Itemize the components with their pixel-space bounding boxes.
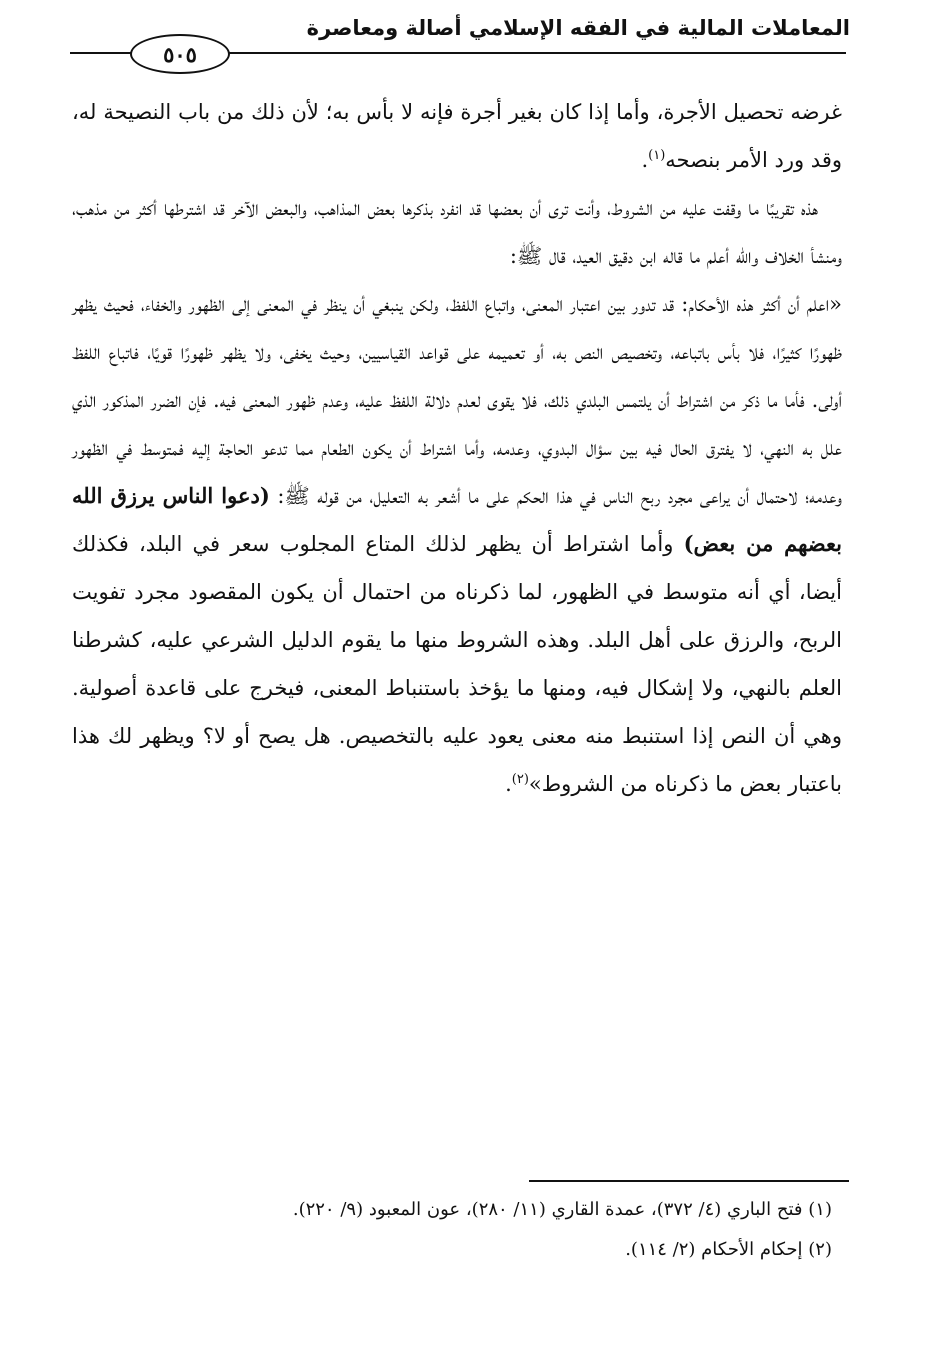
page-number: ٥٠٥ — [130, 34, 230, 74]
footnotes — [72, 1190, 832, 1270]
quotation-part-1: «اعلم أن أكثر هذه الأحكام: قد تدور بين اعتبار المعنى، واتباع اللفظ، ولكن ينبغي أن ينظر في المعنى إلى الظهور والخفاء، فحيث يظهر ظهورًا كثيرًا، فلا بأس باتباعه، وتخصيص النص به، أو تعميمه على قواعد القياسيين، وحيث يخفى، ولا يظهر ظهورًا قويًا، فاتباع اللفظ أولى. فأما ما ذكر من اشتراط أن يلتمس البلدي ذلك، فلا يقوى لعدم دلالة اللفظ عليه، وعدم ظهور المعنى فيه. فإن الضرر المذكور الذي علل به النهي، لا يفترق الحال فيه بين سؤال البدوي، وعدمه، وأما اشتراط أن يكون الطعام مما تدعو الحاجة إليه فمتوسط في الظهور وعدمه؛ لاحتمال أن يراعى مجرد ربح الناس في هذا الحكم على ما أشعر به التعليل، من قوله ﷺ: — [72, 292, 842, 508]
footnote-rule — [529, 1180, 849, 1182]
hadith-quote: (دعوا الناس يرزق الله بعضهم من بعض) — [72, 483, 842, 556]
paragraph-1-text: غرضه تحصيل الأجرة، وأما إذا كان بغير أجرة فإنه لا بأس به؛ لأن ذلك من باب النصيحة له، وقد ورد الأمر بنصحه — [72, 100, 842, 172]
running-title: المعاملات المالية في الفقه الإسلامي أصالة ومعاصرة — [306, 16, 850, 40]
footnote-1: (١) فتح الباري (٤/ ٣٧٢)، عمدة القاري (١١/ ٢٨٠)، عون المعبود (٩/ ٢٢٠). — [292, 1199, 832, 1220]
page-header — [70, 14, 850, 74]
footnote-ref-2: (٢) — [511, 772, 529, 787]
paragraph-1 — [72, 88, 842, 184]
footnote-2: (٢) إحكام الأحكام (٢/ ١١٤). — [625, 1239, 832, 1260]
quotation — [72, 280, 842, 808]
quotation-part-2: وأما اشتراط أن يظهر لذلك المتاع المجلوب سعر في البلد، فكذلك أيضا، أي أنه متوسط في الظهور، لما ذكرناه من احتمال أن يكون المقصود مجرد تفويت الربح، والرزق على أهل البلد. وهذه الشروط منها ما يقوم الدليل الشرعي عليه، كشرطنا العلم بالنهي، ولا إشكال فيه، ومنها ما يؤخذ باستنباط المعنى، فيخرج على قاعدة أصولية. وهي أن النص إذا استنبط منه معنى يعود عليه بالتخصيص. هل يصح أو لا؟ ويظهر لك هذا باعتبار بعض ما ذكرناه من الشروط» — [72, 532, 842, 796]
paragraph-1-end: . — [641, 148, 649, 172]
footnote-ref-1: (١) — [648, 148, 666, 163]
quotation-end: . — [505, 772, 512, 796]
main-text — [72, 88, 842, 808]
paragraph-2: هذه تقريبًا ما وقفت عليه من الشروط، وأنت ترى أن بعضها قد انفرد بذكرها بعض المذاهب، والبعض الآخر قد اشترطها أكثر من مذهب، ومنشأ الخلاف والله أعلم ما قاله ابن دقيق العيد، قال ﷺ: — [72, 196, 842, 268]
